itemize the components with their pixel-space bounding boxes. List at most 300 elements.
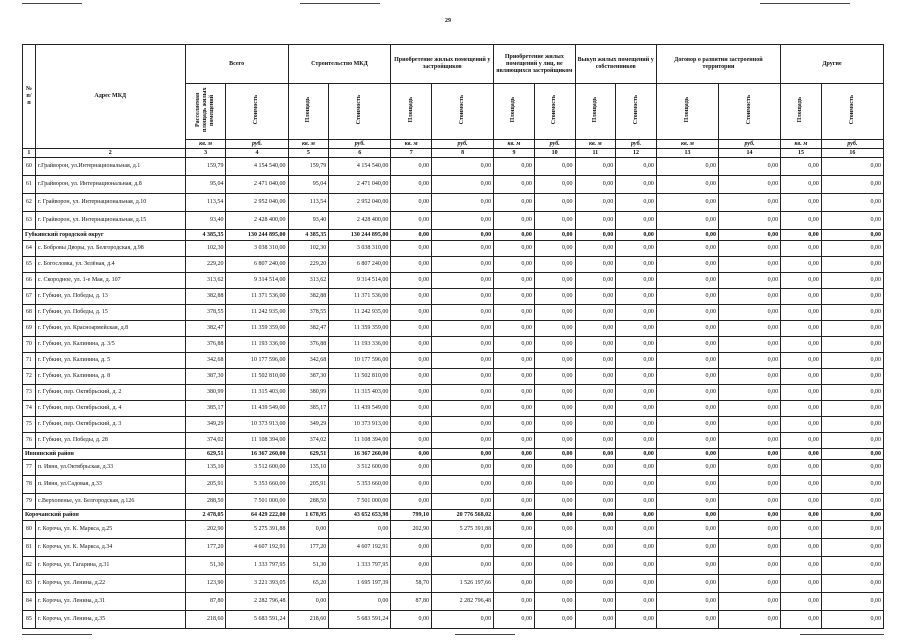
row-value: 374,02 bbox=[185, 433, 226, 449]
row-value: 3 038 310,00 bbox=[329, 241, 391, 257]
table-row bbox=[23, 257, 884, 273]
row-value: 159,79 bbox=[185, 158, 226, 176]
row-value: 288,50 bbox=[288, 494, 329, 510]
row-value: 0,00 bbox=[821, 575, 883, 593]
row-value: 11 439 549,00 bbox=[329, 401, 391, 417]
row-value: 51,30 bbox=[185, 557, 226, 575]
unit-area: кв. м bbox=[288, 140, 329, 149]
row-value: 0,00 bbox=[575, 369, 616, 385]
scan-edge-mark bbox=[455, 634, 515, 635]
table-row bbox=[23, 212, 884, 230]
row-address: г. Короча, ул. Ленина, д.31 bbox=[35, 593, 185, 611]
row-value: 0,00 bbox=[494, 369, 535, 385]
row-value: 0,00 bbox=[432, 241, 494, 257]
row-value: 0,00 bbox=[781, 257, 822, 273]
row-value: 0,00 bbox=[432, 273, 494, 289]
row-value: 0,00 bbox=[718, 494, 780, 510]
group-value: 0,00 bbox=[656, 449, 718, 460]
row-value: 0,00 bbox=[616, 385, 657, 401]
table-row bbox=[23, 494, 884, 510]
row-address: г. Короча, ул. К. Маркса, д.34 bbox=[35, 539, 185, 557]
row-value: 0,00 bbox=[821, 337, 883, 353]
unit-rub: руб. bbox=[329, 140, 391, 149]
row-value: 0,00 bbox=[494, 158, 535, 176]
row-value: 0,00 bbox=[781, 241, 822, 257]
row-value: 0,00 bbox=[821, 494, 883, 510]
row-address: г. Губкин, ул. Калинина, д. 5 bbox=[35, 353, 185, 369]
table-group-row bbox=[23, 449, 884, 460]
row-value: 0,00 bbox=[616, 194, 657, 212]
row-value: 0,00 bbox=[718, 305, 780, 321]
unit-rub: руб. bbox=[616, 140, 657, 149]
header-sub-area: Площадь bbox=[391, 84, 432, 140]
row-value: 0,00 bbox=[781, 611, 822, 629]
row-value: 0,00 bbox=[494, 305, 535, 321]
group-value: 0,00 bbox=[534, 510, 575, 521]
row-value: 0,00 bbox=[494, 176, 535, 194]
row-address: с.Верхопенье, ул. Белгородская, д.126 bbox=[35, 494, 185, 510]
group-value: 0,00 bbox=[534, 449, 575, 460]
row-value: 0,00 bbox=[432, 337, 494, 353]
row-value: 0,00 bbox=[391, 257, 432, 273]
row-address: г.Грайворон, ул. Интернациональная, д.8 bbox=[35, 176, 185, 194]
row-value: 0,00 bbox=[432, 353, 494, 369]
row-number: 71 bbox=[23, 353, 36, 369]
row-value: 0,00 bbox=[575, 257, 616, 273]
unit-rub: руб. bbox=[821, 140, 883, 149]
table-row bbox=[23, 557, 884, 575]
header-sub-cost: Стоимость bbox=[718, 84, 780, 140]
row-value: 4 607 192,91 bbox=[226, 539, 288, 557]
row-value: 11 371 536,00 bbox=[226, 289, 288, 305]
row-value: 177,20 bbox=[288, 539, 329, 557]
row-number: 73 bbox=[23, 385, 36, 401]
row-value: 0,00 bbox=[534, 158, 575, 176]
row-value: 0,00 bbox=[656, 385, 718, 401]
table-row bbox=[23, 158, 884, 176]
row-value: 0,00 bbox=[534, 321, 575, 337]
row-value: 6 807 240,00 bbox=[226, 257, 288, 273]
column-number: 10 bbox=[534, 149, 575, 158]
row-value: 0,00 bbox=[656, 158, 718, 176]
row-value: 0,00 bbox=[391, 337, 432, 353]
row-address: г. Губкин, пер. Октябрьский, д. 2 bbox=[35, 385, 185, 401]
row-value: 0,00 bbox=[391, 176, 432, 194]
unit-rub: руб. bbox=[718, 140, 780, 149]
row-value: 0,00 bbox=[718, 539, 780, 557]
row-value: 0,00 bbox=[656, 273, 718, 289]
row-value: 0,00 bbox=[781, 305, 822, 321]
row-value: 0,00 bbox=[656, 401, 718, 417]
row-value: 0,00 bbox=[391, 494, 432, 510]
row-value: 0,00 bbox=[616, 476, 657, 494]
row-value: 0,00 bbox=[494, 521, 535, 539]
row-value: 5 275 391,88 bbox=[226, 521, 288, 539]
row-value: 229,20 bbox=[288, 257, 329, 273]
group-value: 0,00 bbox=[432, 449, 494, 460]
table-row bbox=[23, 611, 884, 629]
group-name: Ивнянский район bbox=[23, 449, 186, 460]
row-value: 0,00 bbox=[616, 369, 657, 385]
row-value: 0,00 bbox=[616, 575, 657, 593]
row-address: г. Губкин, пер. Октябрьский, д. 4 bbox=[35, 401, 185, 417]
row-address: г. Короча, ул. Ленина, д.35 bbox=[35, 611, 185, 629]
group-value: 0,00 bbox=[494, 230, 535, 241]
row-value: 0,00 bbox=[718, 476, 780, 494]
table-row bbox=[23, 539, 884, 557]
scan-edge-mark bbox=[300, 3, 380, 4]
row-value: 0,00 bbox=[432, 176, 494, 194]
group-value: 0,00 bbox=[656, 230, 718, 241]
row-number: 60 bbox=[23, 158, 36, 176]
row-value: 0,00 bbox=[656, 575, 718, 593]
row-value: 2 952 040,00 bbox=[329, 194, 391, 212]
row-number: 72 bbox=[23, 369, 36, 385]
row-value: 11 315 403,00 bbox=[226, 385, 288, 401]
row-value: 0,00 bbox=[821, 417, 883, 433]
row-value: 0,00 bbox=[656, 369, 718, 385]
row-number: 81 bbox=[23, 539, 36, 557]
row-value: 1 526 197,66 bbox=[432, 575, 494, 593]
row-value: 4 607 192,91 bbox=[329, 539, 391, 557]
row-number: 63 bbox=[23, 212, 36, 230]
row-value: 1 333 797,95 bbox=[226, 557, 288, 575]
row-value: 0,00 bbox=[494, 417, 535, 433]
table-row bbox=[23, 194, 884, 212]
row-value: 11 193 336,00 bbox=[329, 337, 391, 353]
header-sub-area: Площадь bbox=[656, 84, 718, 140]
group-value: 0,00 bbox=[718, 449, 780, 460]
row-value: 0,00 bbox=[391, 476, 432, 494]
row-value: 4 154 540,00 bbox=[226, 158, 288, 176]
header-group-non-developer-purchase: Приобретение жилых помещений у лиц, не являющихся застройщиком bbox=[494, 45, 575, 84]
row-value: 11 439 549,00 bbox=[226, 401, 288, 417]
row-value: 0,00 bbox=[656, 321, 718, 337]
header-group-total: Всего bbox=[185, 45, 288, 84]
row-value: 0,00 bbox=[494, 194, 535, 212]
row-value: 0,00 bbox=[616, 401, 657, 417]
row-value: 65,20 bbox=[288, 575, 329, 593]
row-value: 0,00 bbox=[656, 521, 718, 539]
row-address: г. Губкин, ул. Победы, д. 13 bbox=[35, 289, 185, 305]
row-value: 0,00 bbox=[616, 494, 657, 510]
row-number: 70 bbox=[23, 337, 36, 353]
row-number: 75 bbox=[23, 417, 36, 433]
row-number: 74 bbox=[23, 401, 36, 417]
row-value: 0,00 bbox=[656, 417, 718, 433]
row-value: 0,00 bbox=[575, 305, 616, 321]
housing-relocation-table bbox=[22, 44, 884, 629]
group-value: 16 367 260,00 bbox=[329, 449, 391, 460]
row-value: 0,00 bbox=[575, 539, 616, 557]
row-address: г. Губкин, ул. Калинина, д. 8 bbox=[35, 369, 185, 385]
row-value: 0,00 bbox=[494, 212, 535, 230]
row-value: 11 359 359,00 bbox=[226, 321, 288, 337]
row-value: 0,00 bbox=[781, 194, 822, 212]
row-value: 51,30 bbox=[288, 557, 329, 575]
row-value: 3 038 310,00 bbox=[226, 241, 288, 257]
scan-edge-mark bbox=[760, 3, 850, 4]
row-value: 202,90 bbox=[185, 521, 226, 539]
row-address: п. Ивня, ул.Октябрьская, д.33 bbox=[35, 460, 185, 476]
row-value: 102,30 bbox=[185, 241, 226, 257]
row-value: 0,00 bbox=[781, 212, 822, 230]
row-value: 374,02 bbox=[288, 433, 329, 449]
header-sub-cost: Стоимость bbox=[329, 84, 391, 140]
row-value: 11 242 935,00 bbox=[329, 305, 391, 321]
row-value: 1 333 797,95 bbox=[329, 557, 391, 575]
row-value: 2 428 400,00 bbox=[329, 212, 391, 230]
row-value: 0,00 bbox=[494, 433, 535, 449]
row-number: 83 bbox=[23, 575, 36, 593]
row-value: 0,00 bbox=[391, 401, 432, 417]
row-value: 0,00 bbox=[494, 460, 535, 476]
row-value: 0,00 bbox=[718, 385, 780, 401]
row-value: 0,00 bbox=[821, 521, 883, 539]
row-value: 0,00 bbox=[534, 305, 575, 321]
row-value: 0,00 bbox=[432, 289, 494, 305]
row-value: 0,00 bbox=[781, 158, 822, 176]
header-group-owner-buyout: Выкуп жилых помещений у собственников bbox=[575, 45, 656, 84]
group-value: 0,00 bbox=[821, 449, 883, 460]
row-value: 0,00 bbox=[781, 289, 822, 305]
row-value: 0,00 bbox=[616, 212, 657, 230]
row-value: 0,00 bbox=[391, 273, 432, 289]
row-value: 123,90 bbox=[185, 575, 226, 593]
row-value: 0,00 bbox=[391, 433, 432, 449]
row-value: 0,00 bbox=[616, 460, 657, 476]
row-value: 0,00 bbox=[821, 353, 883, 369]
row-value: 5 275 391,88 bbox=[432, 521, 494, 539]
row-value: 2 282 796,48 bbox=[226, 593, 288, 611]
unit-rub: руб. bbox=[432, 140, 494, 149]
row-address: с. Скородное, ул. 1-е Мая, д. 107 bbox=[35, 273, 185, 289]
row-value: 11 193 336,00 bbox=[226, 337, 288, 353]
column-number: 16 bbox=[821, 149, 883, 158]
table-row bbox=[23, 417, 884, 433]
row-value: 0,00 bbox=[534, 385, 575, 401]
header-sub-area: Площадь bbox=[288, 84, 329, 140]
row-value: 0,00 bbox=[534, 494, 575, 510]
column-number: 2 bbox=[35, 149, 185, 158]
row-value: 349,29 bbox=[185, 417, 226, 433]
row-value: 0,00 bbox=[432, 460, 494, 476]
table-row bbox=[23, 521, 884, 539]
row-value: 58,70 bbox=[391, 575, 432, 593]
row-value: 87,80 bbox=[391, 593, 432, 611]
row-value: 0,00 bbox=[821, 369, 883, 385]
row-value: 5 683 591,24 bbox=[226, 611, 288, 629]
row-value: 0,00 bbox=[821, 321, 883, 337]
row-value: 4 154 540,00 bbox=[329, 158, 391, 176]
row-value: 0,00 bbox=[575, 385, 616, 401]
row-value: 11 108 394,00 bbox=[226, 433, 288, 449]
scan-edge-mark bbox=[22, 3, 82, 4]
row-value: 0,00 bbox=[534, 273, 575, 289]
table-row bbox=[23, 289, 884, 305]
row-value: 0,00 bbox=[575, 212, 616, 230]
row-value: 0,00 bbox=[494, 611, 535, 629]
column-number: 1 bbox=[23, 149, 36, 158]
row-value: 0,00 bbox=[616, 289, 657, 305]
row-value: 135,10 bbox=[185, 460, 226, 476]
row-value: 0,00 bbox=[494, 337, 535, 353]
row-value: 0,00 bbox=[616, 241, 657, 257]
row-value: 93,40 bbox=[185, 212, 226, 230]
row-value: 0,00 bbox=[718, 401, 780, 417]
row-value: 0,00 bbox=[616, 557, 657, 575]
group-value: 16 367 260,00 bbox=[226, 449, 288, 460]
row-value: 0,00 bbox=[575, 289, 616, 305]
row-address: г. Губкин, пер. Октябрьский, д. 3 bbox=[35, 417, 185, 433]
column-number: 3 bbox=[185, 149, 226, 158]
row-address: г. Губкин, ул. Победы, д. 15 bbox=[35, 305, 185, 321]
unit-area: кв. м bbox=[575, 140, 616, 149]
header-num: № п/п bbox=[23, 45, 36, 149]
row-value: 0,00 bbox=[718, 593, 780, 611]
row-value: 0,00 bbox=[432, 158, 494, 176]
row-value: 10 177 596,00 bbox=[226, 353, 288, 369]
row-value: 385,17 bbox=[288, 401, 329, 417]
row-value: 0,00 bbox=[432, 539, 494, 557]
row-number: 80 bbox=[23, 521, 36, 539]
row-value: 378,55 bbox=[185, 305, 226, 321]
row-value: 205,91 bbox=[185, 476, 226, 494]
row-value: 0,00 bbox=[718, 417, 780, 433]
row-value: 0,00 bbox=[534, 257, 575, 273]
row-number: 69 bbox=[23, 321, 36, 337]
row-value: 218,60 bbox=[185, 611, 226, 629]
row-value: 0,00 bbox=[718, 321, 780, 337]
row-value: 0,00 bbox=[821, 273, 883, 289]
row-value: 0,00 bbox=[575, 611, 616, 629]
row-value: 0,00 bbox=[656, 176, 718, 194]
header-sub-total-area: Расселяемая площадь жилых помещений bbox=[185, 84, 226, 140]
row-address: г. Короча, ул. К. Маркса, д.25 bbox=[35, 521, 185, 539]
row-value: 0,00 bbox=[494, 401, 535, 417]
row-value: 0,00 bbox=[494, 257, 535, 273]
row-value: 93,40 bbox=[288, 212, 329, 230]
row-value: 0,00 bbox=[494, 575, 535, 593]
row-value: 0,00 bbox=[391, 353, 432, 369]
row-value: 0,00 bbox=[781, 273, 822, 289]
row-value: 0,00 bbox=[656, 611, 718, 629]
row-value: 0,00 bbox=[656, 241, 718, 257]
header-sub-cost: Стоимость bbox=[534, 84, 575, 140]
table-row bbox=[23, 321, 884, 337]
row-value: 0,00 bbox=[494, 593, 535, 611]
column-number: 5 bbox=[288, 149, 329, 158]
row-value: 0,00 bbox=[534, 575, 575, 593]
row-value: 0,00 bbox=[534, 369, 575, 385]
row-value: 0,00 bbox=[391, 289, 432, 305]
row-value: 0,00 bbox=[656, 305, 718, 321]
row-value: 0,00 bbox=[391, 539, 432, 557]
row-value: 11 315 403,00 bbox=[329, 385, 391, 401]
row-value: 0,00 bbox=[534, 337, 575, 353]
table-row bbox=[23, 385, 884, 401]
row-value: 159,79 bbox=[288, 158, 329, 176]
row-address: г. Губкин, ул. Победы, д. 28 bbox=[35, 433, 185, 449]
row-value: 7 501 000,00 bbox=[226, 494, 288, 510]
row-value: 0,00 bbox=[575, 241, 616, 257]
row-value: 0,00 bbox=[494, 353, 535, 369]
row-value: 0,00 bbox=[656, 289, 718, 305]
row-value: 202,90 bbox=[391, 521, 432, 539]
row-value: 0,00 bbox=[534, 353, 575, 369]
group-value: 4 385,35 bbox=[288, 230, 329, 241]
row-value: 0,00 bbox=[575, 433, 616, 449]
unit-area: кв. м bbox=[656, 140, 718, 149]
row-value: 0,00 bbox=[534, 289, 575, 305]
row-number: 67 bbox=[23, 289, 36, 305]
row-value: 0,00 bbox=[781, 539, 822, 557]
row-address: с. Бобровы Дворы, ул. Белгородская, д.98 bbox=[35, 241, 185, 257]
row-value: 0,00 bbox=[821, 241, 883, 257]
row-value: 0,00 bbox=[616, 417, 657, 433]
row-number: 76 bbox=[23, 433, 36, 449]
row-value: 0,00 bbox=[781, 476, 822, 494]
row-value: 0,00 bbox=[821, 557, 883, 575]
row-value: 0,00 bbox=[575, 194, 616, 212]
row-value: 0,00 bbox=[616, 158, 657, 176]
unit-rub: руб. bbox=[226, 140, 288, 149]
header-group-developer-purchase: Приобретение жилых помещений у застройщиков bbox=[391, 45, 494, 84]
group-value: 2 478,05 bbox=[185, 510, 226, 521]
group-value: 0,00 bbox=[575, 510, 616, 521]
row-number: 64 bbox=[23, 241, 36, 257]
row-value: 0,00 bbox=[432, 494, 494, 510]
row-value: 0,00 bbox=[432, 476, 494, 494]
row-value: 0,00 bbox=[432, 611, 494, 629]
row-value: 113,54 bbox=[185, 194, 226, 212]
row-value: 0,00 bbox=[821, 257, 883, 273]
column-number: 9 bbox=[494, 149, 535, 158]
row-value: 0,00 bbox=[821, 611, 883, 629]
row-value: 0,00 bbox=[575, 401, 616, 417]
row-value: 0,00 bbox=[821, 176, 883, 194]
table-row bbox=[23, 575, 884, 593]
row-value: 0,00 bbox=[391, 321, 432, 337]
row-value: 0,00 bbox=[718, 353, 780, 369]
row-value: 87,80 bbox=[185, 593, 226, 611]
row-value: 0,00 bbox=[656, 593, 718, 611]
row-value: 5 353 660,00 bbox=[329, 476, 391, 494]
column-number: 13 bbox=[656, 149, 718, 158]
row-value: 135,10 bbox=[288, 460, 329, 476]
row-value: 0,00 bbox=[718, 557, 780, 575]
row-value: 0,00 bbox=[718, 257, 780, 273]
row-value: 11 359 359,00 bbox=[329, 321, 391, 337]
row-address: с. Богословка, ул. Зелёная, д.4 bbox=[35, 257, 185, 273]
row-value: 0,00 bbox=[718, 369, 780, 385]
group-value: 0,00 bbox=[494, 449, 535, 460]
row-value: 0,00 bbox=[718, 194, 780, 212]
row-value: 0,00 bbox=[288, 521, 329, 539]
group-value: 0,00 bbox=[718, 230, 780, 241]
group-value: 0,00 bbox=[494, 510, 535, 521]
table-row bbox=[23, 476, 884, 494]
row-value: 313,62 bbox=[185, 273, 226, 289]
column-number: 15 bbox=[781, 149, 822, 158]
row-number: 79 bbox=[23, 494, 36, 510]
group-value: 4 385,35 bbox=[185, 230, 226, 241]
row-value: 0,00 bbox=[718, 273, 780, 289]
scan-edge-mark bbox=[22, 634, 92, 635]
row-value: 0,00 bbox=[616, 611, 657, 629]
row-value: 288,50 bbox=[185, 494, 226, 510]
row-value: 382,88 bbox=[288, 289, 329, 305]
